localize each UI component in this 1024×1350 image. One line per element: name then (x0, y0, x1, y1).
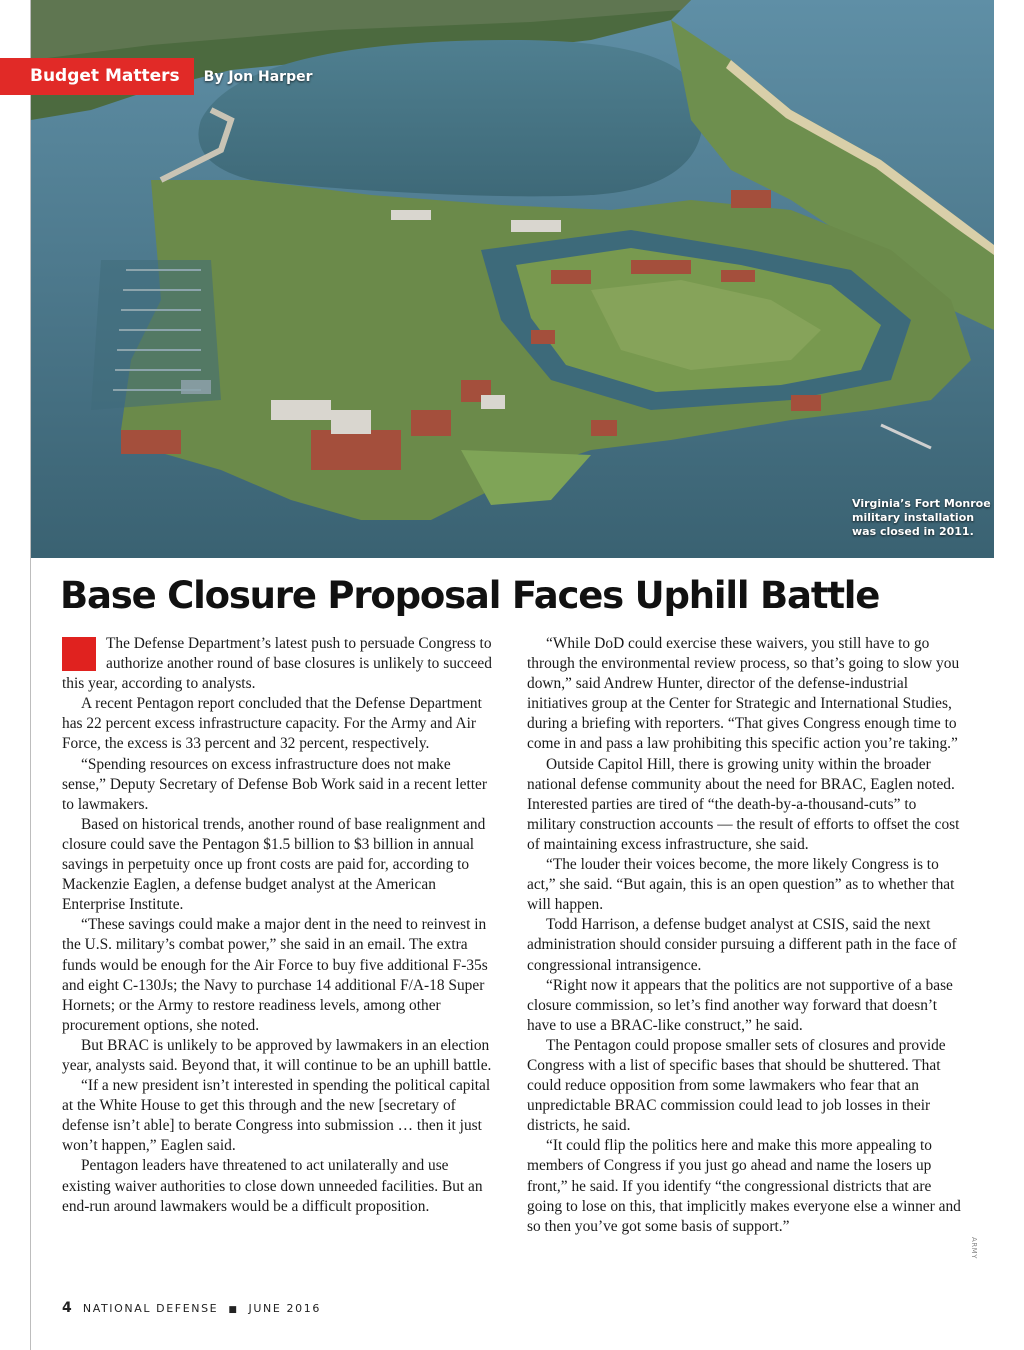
paragraph: Based on historical trends, another round of base realignment and closure could save the Pentagon $1.5 billion to $3 billion in annual savings in perpetuity once up front costs are paid for, according to Mackenzie Eaglen, a defense budget analyst at the American Enterprise Institute. (62, 815, 486, 914)
paragraph: But BRAC is unlikely to be approved by lawmakers in an election year, analysts said. Beyond that, it will continue to be an uphill battle. (62, 1036, 492, 1074)
paragraph: Outside Capitol Hill, there is growing unity within the broader national defense community about the need for BRAC, Eaglen noted. Interested parties are tired of “the death-by-a-thousand-cuts” to military construction accounts — the result of efforts to offset the cost of maintaining excess infrastructure, she said. (527, 755, 960, 853)
byline: By Jon Harper (203, 68, 313, 85)
section-header (0, 58, 312, 95)
paragraph: “Right now it appears that the politics are not supportive of a base closure commission, so let’s find another way forward that doesn’t have to use a BRAC-like construct,” he said. (527, 976, 953, 1034)
photo-credit: ARMY (970, 1237, 978, 1259)
photo-caption: Virginia’s Fort Monroe military installation was closed in 2011. (852, 497, 991, 538)
paragraph: “Spending resources on excess infrastructure does not make sense,” Deputy Secretary of Defense Bob Work said in a recent letter to lawmakers. (62, 755, 487, 813)
page-footer (62, 1300, 321, 1316)
publication-name: NATIONAL DEFENSE (82, 1302, 219, 1315)
article-column-right (527, 634, 963, 1237)
paragraph: “It could flip the politics here and make this more appealing to members of Congress if you just go ahead and name the losers up front,” he said. If you identify “the congressional districts that are going to lose on this, that implicitly makes everyone else a winner and so then you’ve got some basis of support.” (527, 1137, 961, 1235)
paragraph: A recent Pentagon report concluded that the Defense Department has 22 percent excess infrastructure capacity. For the Army and Air Force, the excess is 33 percent and 32 percent, respectively. (62, 695, 482, 753)
paragraph: “These savings could make a major dent in the need to reinvest in the U.S. military’s combat power,” she said in an email. The extra funds would be enough for the Air Force to buy five additional F-35s and eight C-130Js; the Navy to purchase 14 additional F/A-18 Super Hornets; or the Army to restore readiness levels, among other procurement options, she noted. (62, 916, 488, 1034)
paragraph: The Defense Department’s latest push to persuade Congress to authorize another round of base closures is unlikely to succeed this year, according to analysts. (62, 635, 492, 693)
footer-separator: ■ (228, 1305, 239, 1315)
article-headline: Base Closure Proposal Faces Uphill Battle (60, 574, 880, 617)
page-number: 4 (62, 1300, 72, 1316)
paragraph: Todd Harrison, a defense budget analyst at CSIS, said the next administration should consider pursuing a different path in the face of congressional intransigence. (527, 916, 957, 974)
paragraph: “If a new president isn’t interested in spending the political capital at the White House to get this through and the new [secretary of defense isn’t able] to berate Congress into submission … then it just won’t happen,” Eaglen said. (62, 1077, 491, 1155)
article-column-left (62, 634, 498, 1217)
section-tag: Budget Matters (0, 58, 194, 95)
issue-date: JUNE 2016 (248, 1302, 321, 1315)
paragraph: Pentagon leaders have threatened to act unilaterally and use existing waiver authorities to close down unneeded facilities. But an end-run around lawmakers would be a difficult proposition. (62, 1157, 483, 1215)
red-square-dropcap (62, 637, 96, 671)
paragraph: “The louder their voices become, the more likely Congress is to act,” she said. “But again, this is an open question” as to whether that will happen. (527, 856, 955, 914)
paragraph: The Pentagon could propose smaller sets of closures and provide Congress with a list of specific bases that should be shuttered. That could reduce opposition from some lawmakers who fear that an unpredictable BRAC commission could lead to job losses in their districts, he said. (527, 1036, 946, 1135)
paragraph: “While DoD could exercise these waivers, you still have to go through the environmental review process, so that’s going to slow you down,” said Andrew Hunter, director of the defense-industrial initiatives group at the Center for Strategic and International Studies, during a briefing with reporters. “That gives Congress enough time to come in and pass a law prohibiting this specific action you’re taking.” (527, 635, 960, 753)
